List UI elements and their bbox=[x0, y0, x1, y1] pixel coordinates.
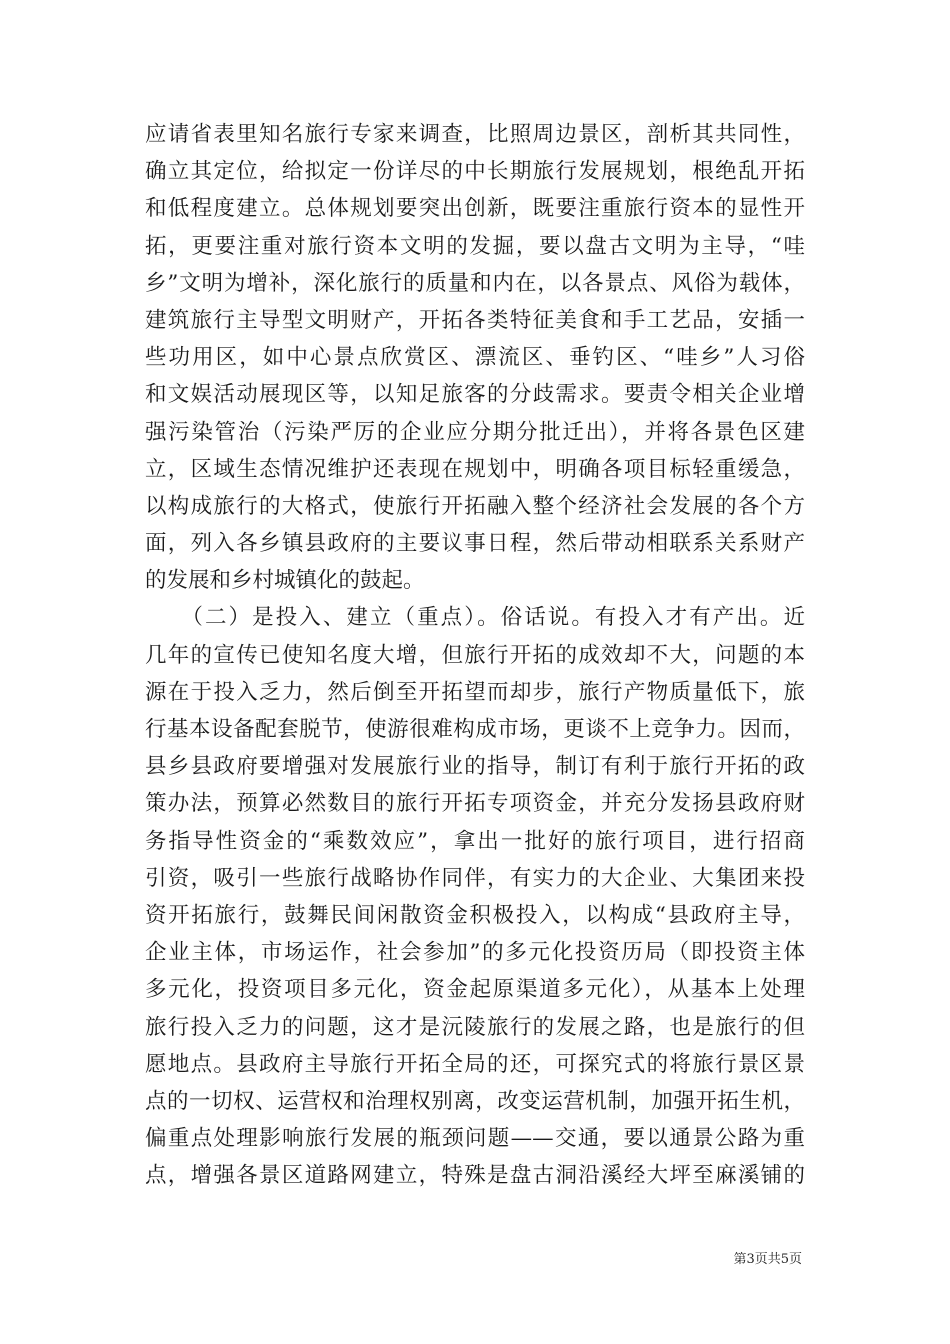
text-line: 立，区域生态情况维护还表现在规划中，明确各项目标轻重缓急， bbox=[145, 456, 805, 482]
text-line: 点的一切权、运营权和治理权别离，改变运营机制，加强开拓生机， bbox=[145, 1088, 805, 1114]
text-line: 建筑旅行主导型文明财产，开拓各类特征美食和手工艺品，安插一 bbox=[145, 307, 805, 333]
text-line: 愿地点。县政府主导旅行开拓全局的还，可探究式的将旅行景区景 bbox=[145, 1051, 805, 1077]
text-line: 引资，吸引一些旅行战略协作同伴，有实力的大企业、大集团来投 bbox=[145, 865, 805, 891]
text-line: 确立其定位，给拟定一份详尽的中长期旅行发展规划，根绝乱开拓 bbox=[145, 159, 805, 185]
text-line: 几年的宣传已使知名度大增，但旅行开拓的成效却不大，问题的本 bbox=[145, 642, 805, 668]
text-line: 强污染管治（污染严厉的企业应分期分批迁出），并将各景色区建 bbox=[145, 419, 805, 445]
text-line: 策办法，预算必然数目的旅行开拓专项资金，并充分发扬县政府财 bbox=[145, 791, 805, 817]
text-line: 行基本设备配套脱节，使游很难构成市场，更谈不上竞争力。因而， bbox=[145, 717, 805, 742]
text-line: 应请省表里知名旅行专家来调查，比照周边景区，剖析其共同性， bbox=[145, 122, 805, 147]
text-line: 偏重点处理影响旅行发展的瓶颈问题——交通，要以通景公路为重 bbox=[145, 1126, 805, 1152]
text-line: 面，列入各乡镇县政府的主要议事日程，然后带动相联系关系财产 bbox=[145, 531, 805, 557]
text-line: 乡”文明为增补，深化旅行的质量和内在，以各景点、风俗为载体， bbox=[145, 270, 805, 296]
text-line: 以构成旅行的大格式，使旅行开拓融入整个经济社会发展的各个方 bbox=[145, 493, 805, 519]
text-line: 和文娱活动展现区等，以知足旅客的分歧需求。要责令相关企业增 bbox=[145, 382, 805, 408]
page-number-footer: 第3页共5页 bbox=[733, 1252, 802, 1267]
text-line: 的发展和乡村城镇化的鼓起。 bbox=[145, 568, 425, 594]
text-line: 和低程度建立。总体规划要突出创新，既要注重旅行资本的显性开 bbox=[145, 196, 805, 222]
text-line: 务指导性资金的“乘数效应”，拿出一批好的旅行项目，进行招商 bbox=[145, 828, 805, 854]
text-line: 县乡县政府要增强对发展旅行业的指导，制订有利于旅行开拓的政 bbox=[145, 754, 805, 780]
text-line: 拓，更要注重对旅行资本文明的发掘，要以盘古文明为主导，“哇 bbox=[145, 233, 805, 259]
body-text bbox=[145, 116, 805, 1194]
text-line: 源在于投入乏力，然后倒至开拓望而却步，旅行产物质量低下，旅 bbox=[145, 679, 805, 705]
text-line: 多元化，投资项目多元化，资金起原渠道多元化），从基本上处理 bbox=[145, 977, 805, 1003]
text-line: 资开拓旅行，鼓舞民间闲散资金积极投入，以构成“县政府主导， bbox=[145, 902, 805, 928]
text-line: 些功用区，如中心景点欣赏区、漂流区、垂钓区、“哇乡”人习俗 bbox=[145, 345, 805, 371]
text-line: 旅行投入乏力的问题，这才是沅陵旅行的发展之路，也是旅行的但 bbox=[145, 1014, 805, 1040]
text-line: （二）是投入、建立（重点）。俗话说。有投入才有产出。近 bbox=[145, 605, 805, 631]
text-line: 点，增强各景区道路网建立，特殊是盘古洞沿溪经大坪至麻溪铺的 bbox=[145, 1163, 805, 1189]
text-line: 企业主体，市场运作，社会参加”的多元化投资历局（即投资主体 bbox=[145, 940, 805, 966]
